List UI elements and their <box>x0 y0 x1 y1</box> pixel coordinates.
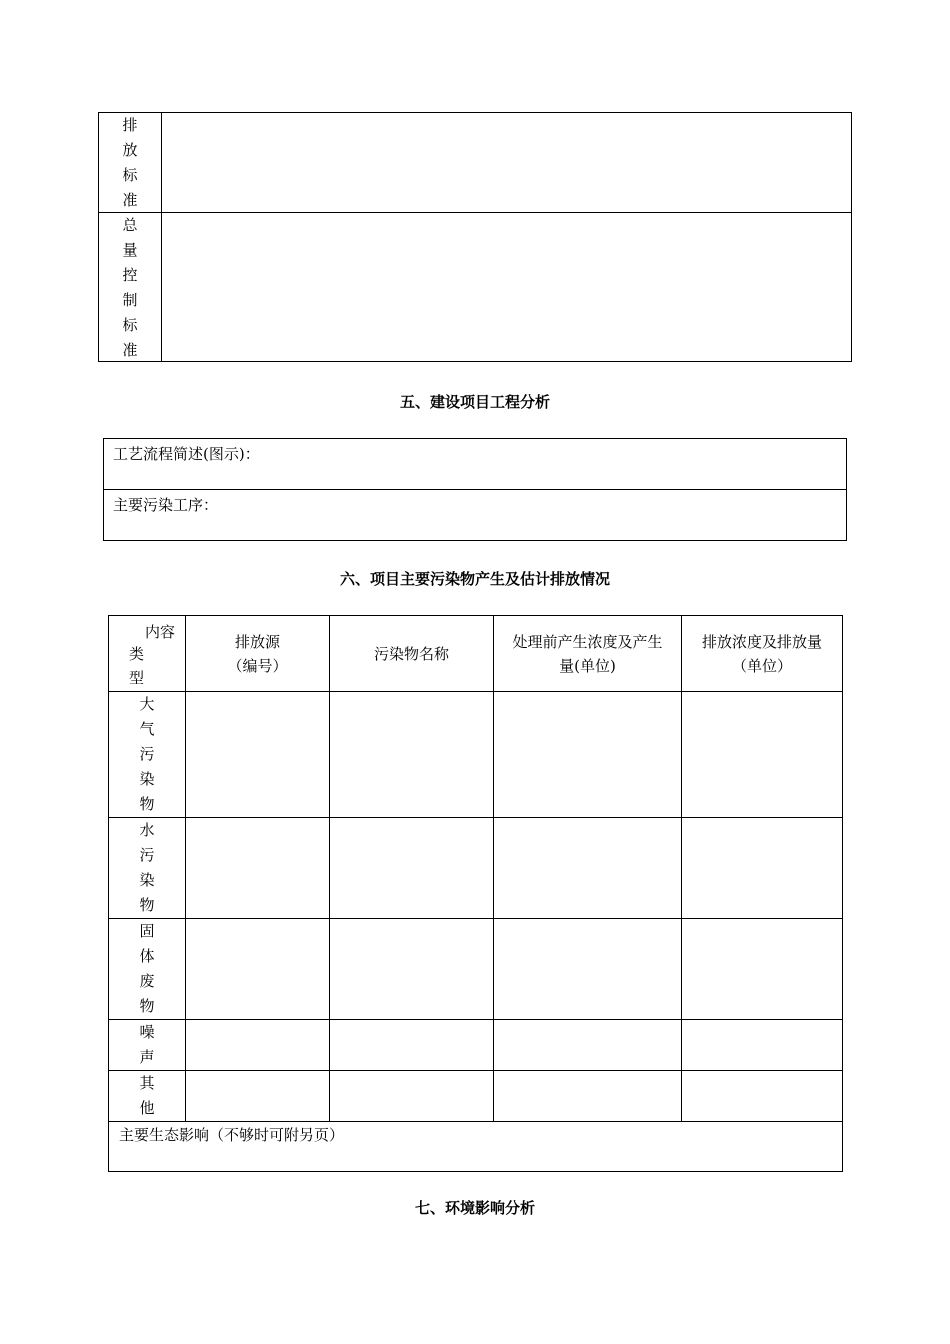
label-char: 体 <box>139 947 155 965</box>
header-line: 污染物名称 <box>373 644 449 663</box>
pollution-process-label: 主要污染工序： <box>113 496 219 514</box>
label-char: 量 <box>122 241 138 259</box>
table-cell[interactable] <box>330 692 494 818</box>
pre-treatment-header <box>494 616 682 692</box>
table-cell[interactable] <box>330 818 494 919</box>
row-label-noise <box>109 1020 186 1071</box>
corner-header-top: 内容 <box>145 623 176 641</box>
table-cell[interactable] <box>494 1071 682 1122</box>
table-cell[interactable] <box>682 1071 843 1122</box>
table-row-eco-impact <box>109 1122 843 1172</box>
label-char: 类 <box>129 645 145 663</box>
label-char: 制 <box>122 291 138 309</box>
table-cell[interactable] <box>186 919 330 1020</box>
label-char: 大 <box>139 695 155 713</box>
label-char: 噪 <box>139 1023 155 1041</box>
table-cell[interactable] <box>186 1071 330 1122</box>
label-char: 声 <box>139 1048 155 1066</box>
discharge-header <box>682 616 843 692</box>
table-cell[interactable] <box>682 818 843 919</box>
standards-table <box>98 112 852 362</box>
label-char: 准 <box>122 341 138 359</box>
emission-standard-label <box>99 113 161 213</box>
header-line: （单位） <box>731 656 792 675</box>
table-cell[interactable] <box>682 1020 843 1071</box>
eco-impact-cell[interactable] <box>109 1122 843 1172</box>
label-char: 他 <box>139 1099 155 1117</box>
total-control-label-cell <box>98 212 162 362</box>
label-char: 型 <box>129 669 145 687</box>
emission-standard-label-cell <box>98 112 162 213</box>
corner-header-cell <box>109 616 186 692</box>
row-label-solid-waste <box>109 919 186 1020</box>
pollution-process-cell[interactable] <box>103 489 847 541</box>
total-control-label <box>99 213 161 363</box>
label-char: 控 <box>122 266 138 284</box>
table-cell[interactable] <box>330 1020 494 1071</box>
table-cell[interactable] <box>186 818 330 919</box>
pollutant-table-header <box>109 616 843 692</box>
label-char: 气 <box>139 720 155 738</box>
header-line: 排放浓度及排放量 <box>701 632 822 651</box>
label-char: 物 <box>139 997 155 1015</box>
table-cell[interactable] <box>682 919 843 1020</box>
table-row-air <box>109 692 843 818</box>
row-label-water <box>109 818 186 919</box>
table-cell[interactable] <box>682 692 843 818</box>
total-control-content-cell[interactable] <box>161 212 852 362</box>
label-char: 标 <box>122 166 138 184</box>
table-cell[interactable] <box>494 1020 682 1071</box>
label-char: 其 <box>139 1074 155 1092</box>
label-char: 水 <box>139 821 155 839</box>
table-row-solid-waste <box>109 919 843 1020</box>
pollutant-name-header <box>330 616 494 692</box>
label-char: 放 <box>122 141 138 159</box>
table-cell[interactable] <box>330 919 494 1020</box>
label-char: 污 <box>139 745 155 763</box>
table-row-water <box>109 818 843 919</box>
header-line: （编号） <box>227 656 288 675</box>
table-cell[interactable] <box>330 1071 494 1122</box>
label-char: 标 <box>122 316 138 334</box>
eco-impact-label: 主要生态影响（不够时可附另页） <box>119 1126 345 1144</box>
pollutant-table <box>108 615 843 1172</box>
label-char: 排 <box>122 116 138 134</box>
table-row-other <box>109 1071 843 1122</box>
table-cell[interactable] <box>494 919 682 1020</box>
label-char: 染 <box>139 871 155 889</box>
header-line: 处理前产生浓度及产生 <box>512 632 663 651</box>
label-char: 固 <box>139 922 155 940</box>
label-char: 准 <box>122 191 138 209</box>
table-cell[interactable] <box>494 692 682 818</box>
table-cell[interactable] <box>494 818 682 919</box>
table-cell[interactable] <box>186 692 330 818</box>
label-char: 物 <box>139 896 155 914</box>
section7-title: 七、环境影响分析 <box>414 1199 535 1217</box>
label-char: 总 <box>122 216 138 234</box>
table-row-noise <box>109 1020 843 1071</box>
section5-title: 五、建设项目工程分析 <box>399 393 550 411</box>
label-char: 染 <box>139 770 155 788</box>
label-char: 废 <box>139 972 155 990</box>
label-char: 物 <box>139 795 155 813</box>
corner-header-bottom <box>129 642 144 690</box>
header-line: 排放源 <box>234 632 280 651</box>
process-description-cell[interactable] <box>103 438 847 490</box>
process-description-label: 工艺流程简述(图示)： <box>113 445 260 463</box>
section6-title: 六、项目主要污染物产生及估计排放情况 <box>339 570 610 588</box>
label-char: 污 <box>139 846 155 864</box>
header-line: 量(单位) <box>559 656 616 675</box>
emission-standard-content-cell[interactable] <box>161 112 852 213</box>
table-cell[interactable] <box>186 1020 330 1071</box>
row-label-air <box>109 692 186 818</box>
row-label-other <box>109 1071 186 1122</box>
emission-source-header <box>186 616 330 692</box>
